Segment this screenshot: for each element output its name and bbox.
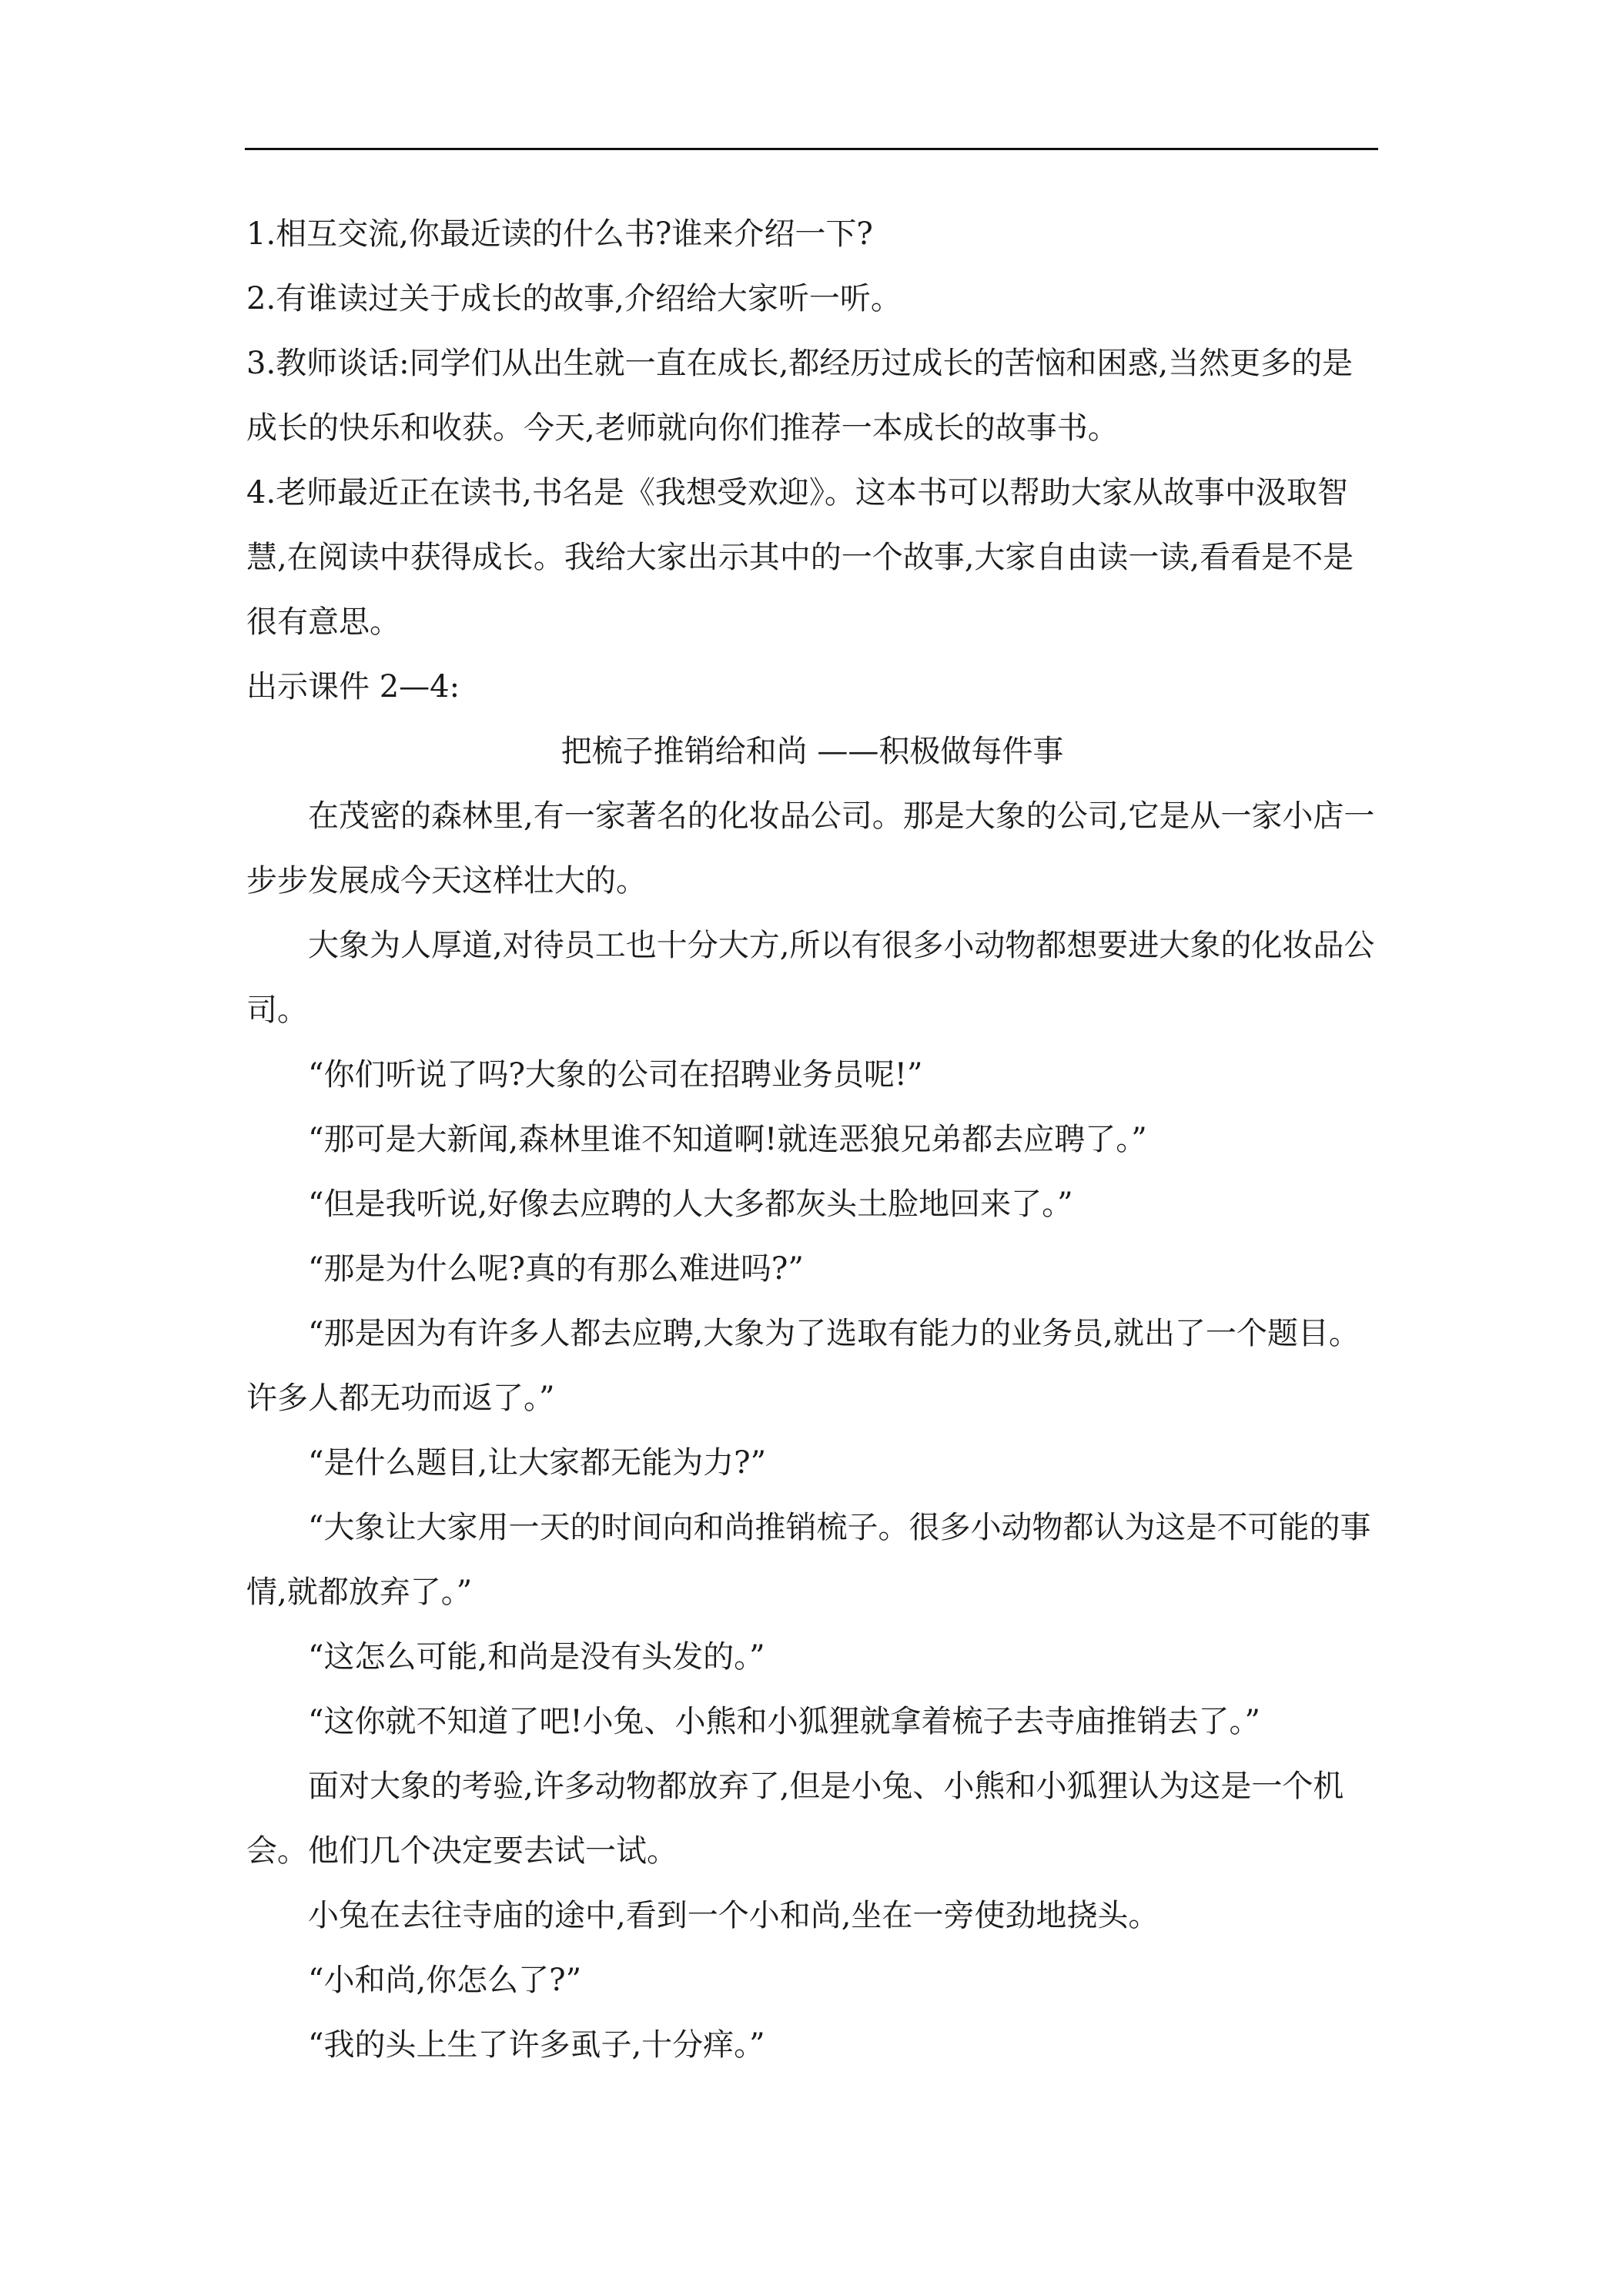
story-dialogue: “这你就不知道了吧!小兔、小熊和小狐狸就拿着梳子去寺庙推销去了。” [308, 1704, 1260, 1739]
story-dialogue: “这怎么可能,和尚是没有头发的。” [308, 1639, 765, 1675]
story-dialogue: “那是因为有许多人都去应聘,大象为了选取有能力的业务员,就出了一个题目。许多人都无功而返了。” [246, 1316, 1360, 1416]
paragraph-1: 1.相互交流,你最近读的什么书?谁来介绍一下? [246, 216, 873, 252]
story-dialogue: “小和尚,你怎么了?” [308, 1963, 582, 1998]
story-paragraph: 面对大象的考验,许多动物都放弃了,但是小兔、小熊和小狐狸认为这是一个机会。他们几个决定要去试一试。 [246, 1769, 1344, 1869]
story-dialogue: “大象让大家用一天的时间向和尚推销梳子。很多小动物都认为这是不可能的事情,就都放弃了。” [246, 1510, 1371, 1610]
story-paragraph: 大象为人厚道,对待员工也十分大方,所以有很多小动物都想要进大象的化妆品公司。 [246, 928, 1375, 1028]
story-paragraph: 小兔在去往寺庙的途中,看到一个小和尚,坐在一旁使劲地挠头。 [308, 1898, 1160, 1933]
story-dialogue: “那是为什么呢?真的有那么难进吗?” [308, 1251, 804, 1287]
courseware-label: 出示课件 2—4: [246, 669, 460, 705]
story-dialogue: “是什么题目,让大家都无能为力?” [308, 1445, 767, 1481]
header-rule [245, 148, 1378, 150]
paragraph-3: 3.教师谈话:同学们从出生就一直在成长,都经历过成长的苦恼和困惑,当然更多的是成长的快乐和收获。今天,老师就向你们推荐一本成长的故事书。 [246, 346, 1354, 446]
paragraph-2: 2.有谁读过关于成长的故事,介绍给大家听一听。 [246, 281, 902, 316]
story-title: 把梳子推销给和尚 ——积极做每件事 [561, 734, 1064, 769]
story-paragraph: 在茂密的森林里,有一家著名的化妆品公司。那是大象的公司,它是从一家小店一步步发展成今天这样壮大的。 [246, 798, 1375, 899]
story-dialogue: “你们听说了吗?大象的公司在招聘业务员呢!” [308, 1057, 923, 1093]
story-dialogue: “那可是大新闻,森林里谁不知道啊!就连恶狼兄弟都去应聘了。” [308, 1122, 1147, 1157]
story-dialogue: “我的头上生了许多虱子,十分痒。” [308, 2027, 765, 2063]
paragraph-4: 4.老师最近正在读书,书名是《我想受欢迎》。这本书可以帮助大家从故事中汲取智慧,在阅读中获得成长。我给大家出示其中的一个故事,大家自由读一读,看看是不是很有意思。 [246, 475, 1354, 640]
document-body [246, 202, 1378, 2077]
story-dialogue: “但是我听说,好像去应聘的人大多都灰头土脸地回来了。” [308, 1186, 1073, 1222]
